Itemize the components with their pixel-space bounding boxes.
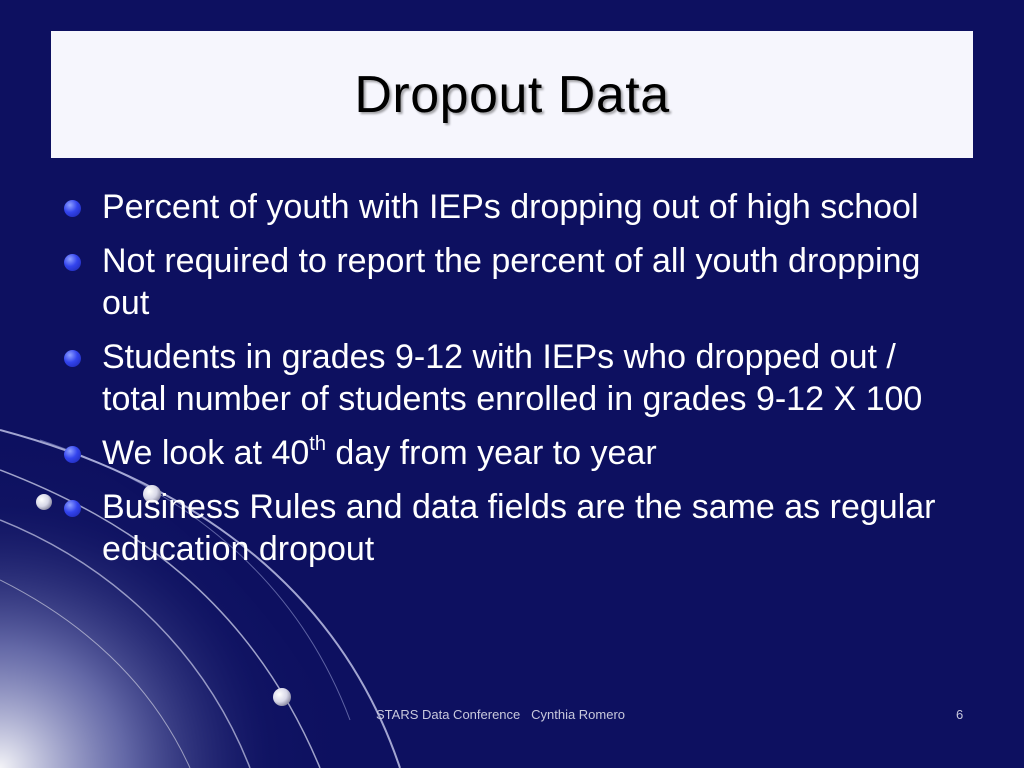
bullet-text: Percent of youth with IEPs dropping out of high school [102,188,919,226]
bullet-item [62,486,962,570]
bullet-dot-icon [64,446,81,463]
bullet-dot-icon [64,200,81,217]
bullet-text: Not required to report the percent of all youth dropping out [102,242,921,322]
bullet-text: Students in grades 9-12 with IEPs who dropped out / total number of students enrolled in grades 9-12 X 100 [102,338,923,418]
bullet-item [62,240,962,324]
bullet-dot-icon [64,254,81,271]
bullet-list [62,186,962,582]
bullet-item [62,186,962,228]
bullet-dot-icon [64,350,81,367]
pearl-decoration [36,494,52,510]
pearl-decoration [273,688,291,706]
bullet-dot-icon [64,500,81,517]
bullet-text-pre: We look at 40 [102,434,310,472]
bullet-text-post: day from year to year [325,434,657,472]
slide-title: Dropout Data [354,65,670,124]
slide-number: 6 [956,707,964,722]
bullet-text-superscript: th [309,433,326,455]
title-box [51,31,973,158]
bullet-item [62,432,962,474]
footer-text: STARS Data Conference Cynthia Romero [376,707,626,722]
bullet-item [62,336,962,420]
bullet-text: Business Rules and data fields are the same as regular education dropout [102,488,936,568]
